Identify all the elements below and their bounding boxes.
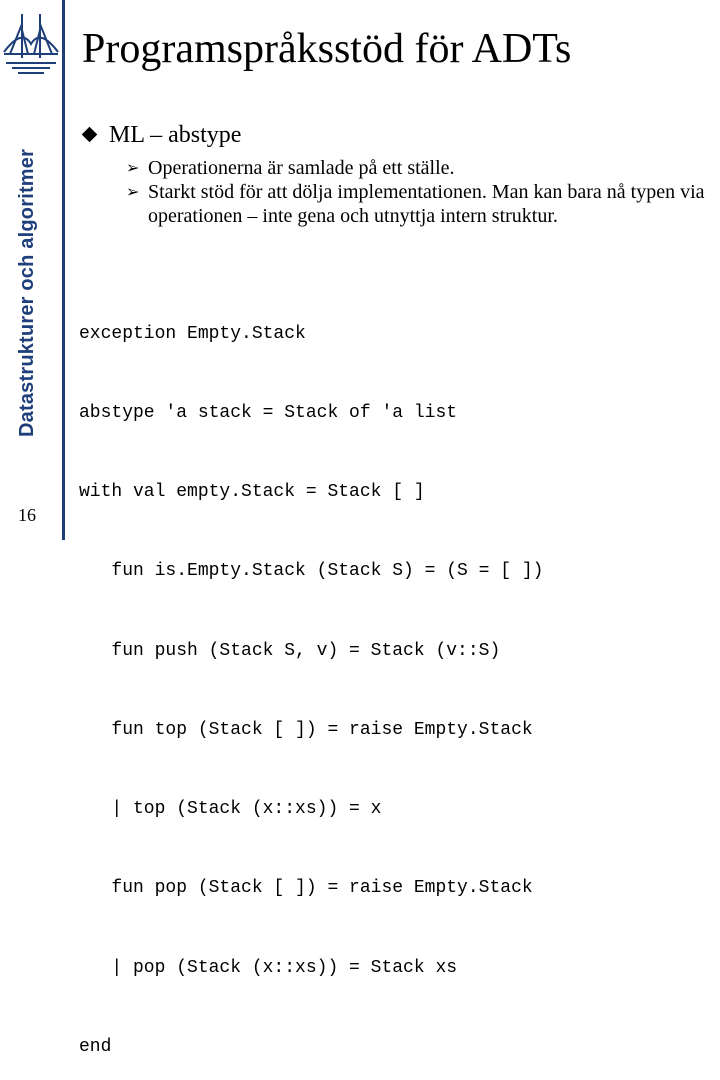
code-line: | pop (Stack (x::xs)) = Stack xs (79, 957, 458, 978)
arrow-bullet-icon: ➢ (126, 158, 140, 177)
course-title: Datastrukturer och algoritmer (16, 148, 38, 437)
diamond-bullet-icon (82, 127, 98, 143)
code-line: fun top (Stack [ ]) = raise Empty.Stack (79, 719, 533, 740)
main-bullet-text: ML – abstype (109, 122, 242, 148)
code-line: | top (Stack (x::xs)) = x (79, 799, 382, 820)
code-line: abstype 'a stack = Stack of 'a list (79, 403, 458, 424)
sub-bullet-list (126, 156, 706, 228)
code-line: fun pop (Stack [ ]) = raise Empty.Stack (79, 878, 533, 899)
sidebar (0, 0, 62, 540)
slide-number: 16 (18, 505, 36, 525)
code-block (79, 268, 543, 1080)
sub-bullet-text: Starkt stöd för att dölja implementationen. Man kan bara nå typen via operationen – inte gena och utnyttja intern struktur. (148, 181, 705, 227)
sub-bullet (126, 180, 706, 228)
code-line: fun is.Empty.Stack (Stack S) = (S = [ ]) (79, 561, 544, 582)
bridge-logo-icon (2, 10, 60, 76)
arrow-bullet-icon: ➢ (126, 182, 140, 201)
main-bullet (80, 120, 241, 150)
slide-title: Programspråksstöd för ADTs (82, 26, 572, 72)
sub-bullet-text: Operationerna är samlade på ett ställe. (148, 157, 455, 179)
sidebar-divider (62, 0, 65, 540)
code-line: with val empty.Stack = Stack [ ] (79, 482, 425, 503)
code-line: fun push (Stack S, v) = Stack (v::S) (79, 640, 501, 661)
code-line: exception Empty.Stack (79, 323, 306, 344)
sub-bullet (126, 156, 706, 180)
code-line: end (79, 1036, 112, 1057)
